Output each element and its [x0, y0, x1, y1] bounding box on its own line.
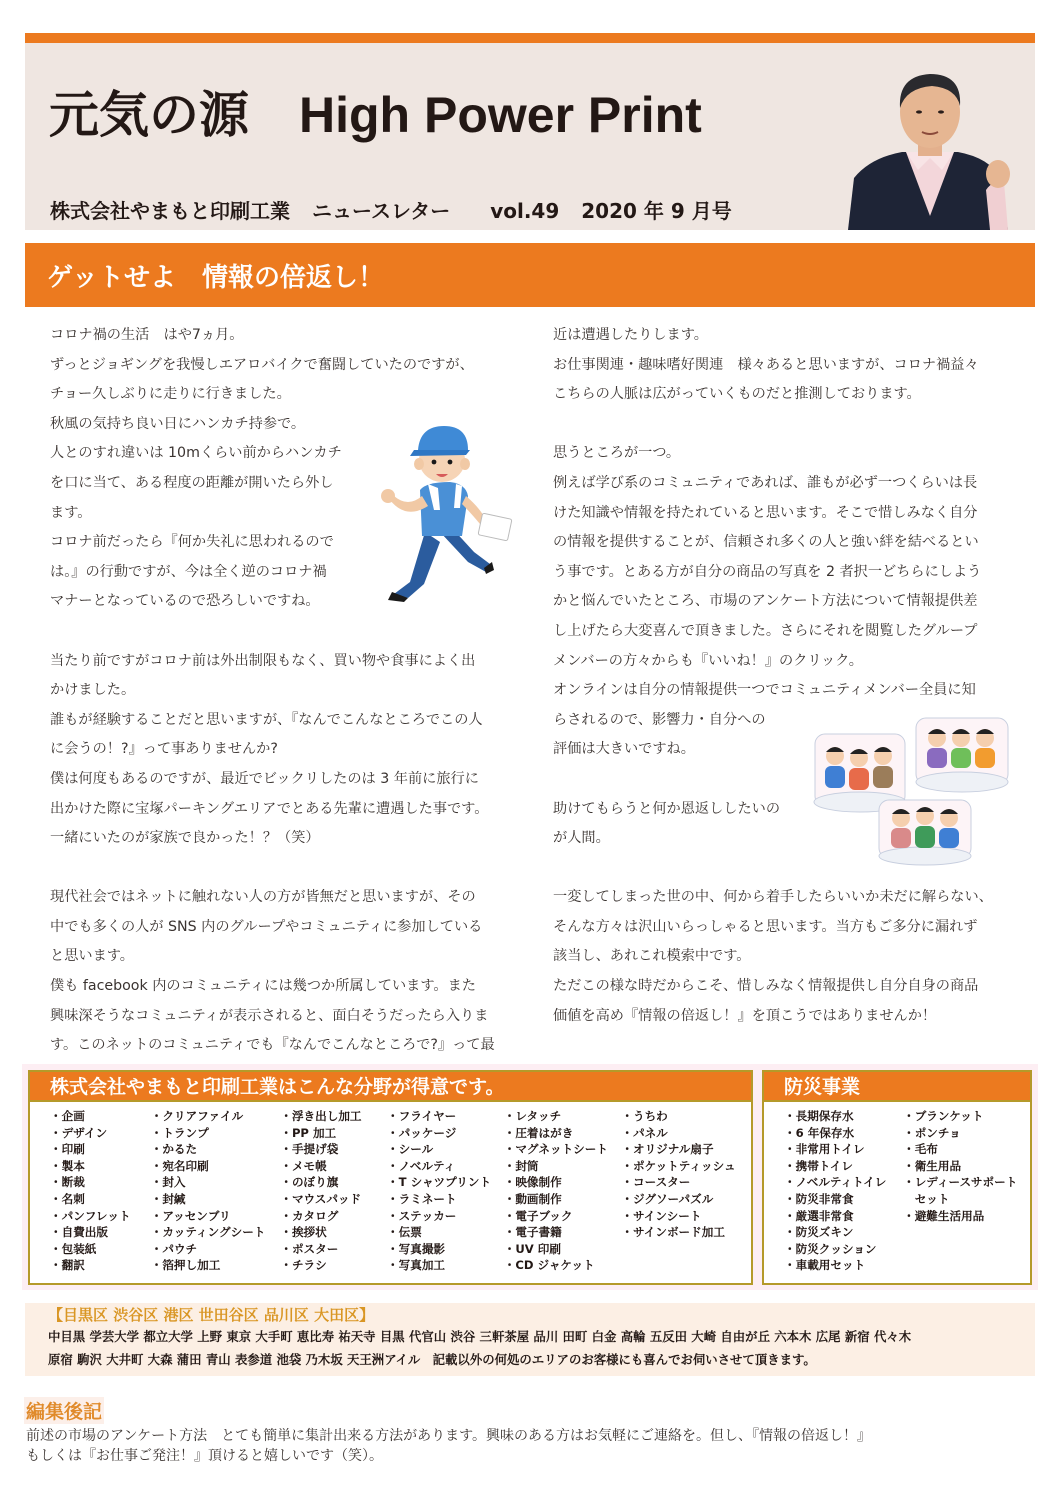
- editor-note-line-2: もしくは『お仕事ご発注！』頂けると嬉しいです（笑）。: [26, 1448, 383, 1464]
- editor-note-title: 編集後記: [24, 1397, 104, 1424]
- area-wards: 【目黒区 渋谷区 港区 世田谷区 品川区 大田区】: [48, 1306, 375, 1324]
- author-photo: [840, 66, 1020, 230]
- article-line: 思うところが一つ。: [553, 445, 681, 462]
- list-item: ・ノベルティ: [387, 1158, 456, 1173]
- article-line: チョー久しぶりに走りに行きました。: [50, 386, 291, 403]
- headline-band: [25, 243, 1035, 307]
- article-line: 中でも多くの人が SNS 内のグループやコミュニティに参加している: [50, 918, 483, 935]
- list-column: [50, 1108, 151, 1274]
- article-line: かけました。: [50, 682, 136, 699]
- list-item: ・映像制作: [503, 1175, 562, 1190]
- list-item: ・防災ズキン: [784, 1225, 854, 1240]
- list-item: ・包装紙: [50, 1241, 97, 1256]
- disaster-list: [764, 1102, 1030, 1274]
- list-item: ・封入: [150, 1175, 186, 1190]
- list-item: ・厳選非常食: [784, 1208, 854, 1223]
- article-line: 秋風の気持ち良い日にハンカチ持参で。: [50, 415, 306, 432]
- list-item: ・製本: [50, 1158, 85, 1173]
- list-column: [504, 1108, 622, 1274]
- article-line: コロナ禍の生活 はや7ヵ月。: [50, 327, 244, 343]
- list-column: [151, 1108, 281, 1274]
- services-list: [30, 1102, 751, 1274]
- list-item: ・CD ジャケット: [503, 1258, 595, 1273]
- list-item: ・動画制作: [503, 1191, 562, 1206]
- title-en: High Power Print: [299, 87, 702, 143]
- article-line: の情報を提供することが、信頼され多くの人と強い絆を結べるとい: [553, 534, 979, 551]
- list-item: ・オリジナル扇子: [621, 1142, 714, 1157]
- list-item: ・パネル: [621, 1125, 668, 1140]
- article-line: ます。: [50, 504, 92, 521]
- list-item: ・レディースサポート: [903, 1175, 1018, 1190]
- article-line: 価値を高め『情報の倍返し！』を頂こうではありませんか！: [553, 1007, 937, 1024]
- service-areas: [25, 1303, 1035, 1376]
- disaster-box: [762, 1070, 1032, 1285]
- paragraph-break: [50, 617, 510, 647]
- article-line: 該当し、あれこれ模索中です。: [553, 948, 751, 965]
- article-line: と思います。: [50, 948, 134, 965]
- list-item: ・パンフレット: [50, 1208, 131, 1223]
- list-item: ・箔押し加工: [150, 1258, 221, 1273]
- article-line: 一緒にいたのが家族で良かった！？（笑）: [50, 830, 320, 847]
- list-item: ・マグネットシート: [503, 1142, 608, 1157]
- list-item: ・ジグソーパズル: [621, 1191, 714, 1206]
- list-item: ・フライヤー: [387, 1109, 457, 1123]
- list-column: [903, 1108, 1030, 1274]
- list-item: ・T シャツプリント: [387, 1175, 492, 1190]
- newsletter-label: ニュースレター: [312, 199, 451, 223]
- list-item: ・封筒: [503, 1158, 539, 1173]
- list-item: ・UV 印刷: [503, 1241, 561, 1256]
- list-item: ・サインシート: [621, 1208, 702, 1223]
- list-column: [387, 1108, 504, 1274]
- article-line: マナーとなっているので恐ろしいですね。: [50, 593, 320, 610]
- list-item: セット: [903, 1191, 950, 1206]
- list-item: ・のぼり旗: [280, 1175, 339, 1190]
- list-item: ・自費出版: [50, 1225, 108, 1240]
- list-item: ・圧着はがき: [503, 1125, 574, 1140]
- article-line: 近は遭遇したりします。: [553, 327, 708, 343]
- list-item: ・手提げ袋: [280, 1142, 339, 1157]
- list-column: [621, 1108, 751, 1274]
- list-item: ・パウチ: [150, 1241, 198, 1256]
- list-item: ・電子書籍: [503, 1225, 562, 1240]
- services-box: [28, 1070, 753, 1285]
- list-item: ・PP 加工: [280, 1125, 337, 1140]
- article-line: が人間。: [553, 830, 610, 847]
- list-item: ・電子ブック: [503, 1208, 573, 1223]
- list-item: ・トランプ: [150, 1125, 209, 1140]
- article-line: 評価は大きいですね。: [553, 741, 695, 758]
- list-item: ・印刷: [50, 1142, 85, 1157]
- article-line: 興味深そうなコミュニティが表示されると、面白そうだったら入りま: [50, 1007, 489, 1024]
- article-line: し上げたら大変喜んで頂きました。さらにそれを閲覧したグループ: [553, 622, 978, 639]
- volume-number: vol.49: [490, 199, 560, 223]
- list-item: ・写真加工: [387, 1258, 446, 1273]
- article-line: す。このネットのコミュニティでも『なんでこんなところで?』って最: [50, 1037, 495, 1054]
- list-item: ・シール: [387, 1142, 434, 1157]
- company-name: 株式会社やまもと印刷工業: [50, 199, 290, 223]
- article-line: そんな方々は沢山いらっしゃると思います。当方もご多分に漏れず: [553, 918, 978, 935]
- article-line: オンラインは自分の情報提供一つでコミュニティメンバー全員に知: [553, 682, 976, 699]
- list-item: ・宛名印刷: [150, 1158, 209, 1173]
- article-line: を口に当て、ある程度の距離が開いたら外し: [50, 474, 334, 491]
- article-line: 一変してしまった世の中、何から着手したらいいか未だに解らない、: [553, 889, 993, 906]
- article-line: ただこの様な時だからこそ、惜しみなく情報提供し自分自身の商品: [553, 978, 979, 995]
- article-line: 出かけた際に宝塚パーキングエリアでとある先輩に遭遇した事です。: [50, 800, 489, 817]
- list-item: ・アッセンブリ: [150, 1208, 231, 1223]
- list-item: ・6 年保存水: [784, 1125, 855, 1140]
- article-line: 誰もが経験することだと思いますが、『なんでこんなところでこの人: [50, 711, 483, 728]
- list-item: ・封緘: [150, 1191, 186, 1206]
- article-line: らされるので、影響力・自分への: [553, 711, 766, 728]
- list-item: ・車載用セット: [784, 1258, 866, 1273]
- list-item: ・名刺: [50, 1191, 85, 1206]
- list-item: ・伝票: [387, 1225, 422, 1240]
- article-line: 現代社会ではネットに触れない人の方が皆無だと思いますが、その: [50, 889, 476, 906]
- article-line: 助けてもらうと何か恩返ししたいの: [553, 800, 781, 817]
- online-community-illustration: [813, 716, 1018, 866]
- runner-illustration: [370, 412, 520, 602]
- list-item: ・カタログ: [280, 1208, 339, 1223]
- article-line: かと悩んでいたところ、市場のアンケート方法について情報提供差: [553, 593, 978, 610]
- paragraph-break: [50, 854, 510, 884]
- list-item: ・ステッカー: [387, 1208, 457, 1223]
- services-section: [22, 1064, 1038, 1290]
- list-item: ・携帯トイレ: [784, 1158, 853, 1173]
- list-item: ・毛布: [903, 1142, 938, 1157]
- list-item: ・パッケージ: [387, 1125, 457, 1140]
- article-line: は。』の行動ですが、今は全く逆のコロナ禍: [50, 563, 327, 580]
- list-item: ・避難生活用品: [903, 1208, 985, 1223]
- masthead: [25, 33, 1035, 230]
- article-line: けた知識や情報を持たれていると思います。そこで惜しみなく自分: [553, 504, 978, 521]
- list-item: ・ポンチョ: [903, 1125, 961, 1140]
- list-item: ・防災クッション: [784, 1241, 877, 1256]
- list-item: ・メモ帳: [280, 1158, 327, 1173]
- list-item: ・企画: [50, 1109, 85, 1123]
- list-item: ・浮き出し加工: [280, 1109, 362, 1123]
- area-stations-line-2: 原宿 駒沢 大井町 大森 蒲田 青山 表参道 池袋 乃木坂 天王洲アイル 記載以外の何処のエリアのお客様にも喜んでお伺いさせて頂きます。: [48, 1352, 816, 1367]
- article-line: 僕も facebook 内のコミュニティには幾つか所属しています。また: [50, 978, 476, 995]
- list-item: ・レタッチ: [503, 1109, 562, 1123]
- list-item: ・かるた: [150, 1142, 198, 1157]
- area-stations-line-1: 中目黒 学芸大学 都立大学 上野 東京 大手町 恵比寿 祐天寺 目黒 代官山 渋谷 三軒茶屋 品川 田町 白金 高輪 五反田 大崎 自由が丘 六本木 広尾 新宿 代々木: [48, 1329, 912, 1344]
- article-line: 例えば学び系のコミュニティであれば、誰もが必ず一つくらいは長: [553, 474, 978, 491]
- list-item: ・サインボード加工: [621, 1225, 725, 1240]
- list-item: ・コースター: [621, 1175, 691, 1190]
- list-item: ・断裁: [50, 1175, 85, 1190]
- article-line: 当たり前ですがコロナ前は外出制限もなく、買い物や食事によく出: [50, 652, 476, 669]
- article-line: 僕は何度もあるのですが、最近でビックリしたのは 3 年前に旅行に: [50, 770, 479, 787]
- headline-text: ゲットせよ 情報の倍返し！: [47, 263, 384, 293]
- list-item: ・挨拶状: [280, 1225, 327, 1240]
- article-line: こちらの人脈は広がっていくものだと推測しております。: [553, 386, 921, 403]
- issue-date: 2020 年 9 月号: [581, 199, 732, 223]
- list-column: [280, 1108, 387, 1274]
- article-right-column: [553, 321, 1018, 1031]
- article-line: 人とのすれ違いは 10mくらい前からハンカチ: [50, 445, 342, 462]
- paragraph-break: [553, 410, 1018, 440]
- article-line: に会うの！?』って事ありませんか?: [50, 741, 278, 758]
- article-line: コロナ前だったら『何か失礼に思われるので: [50, 534, 334, 551]
- article-line: メンバーの方々からも『いいね！』のクリック。: [553, 652, 863, 669]
- list-item: ・デザイン: [50, 1125, 108, 1140]
- list-item: ・ポケットティッシュ: [621, 1158, 736, 1173]
- list-item: ・ノベルティトイレ: [784, 1175, 887, 1190]
- list-item: ・クリアファイル: [150, 1109, 244, 1123]
- editor-note-body: [26, 1426, 871, 1466]
- list-item: ・マウスパッド: [280, 1191, 362, 1206]
- article-line: ずっとジョギングを我慢しエアロバイクで奮闘していたのですが、: [50, 356, 474, 373]
- disaster-title: 防災事業: [764, 1072, 1030, 1102]
- list-item: ・ラミネート: [387, 1191, 457, 1206]
- list-item: ・防災非常食: [784, 1191, 854, 1206]
- list-item: ・うちわ: [621, 1109, 668, 1123]
- list-item: ・チラシ: [280, 1258, 327, 1273]
- list-item: ・非常用トイレ: [784, 1142, 865, 1157]
- title-jp: 元気の源: [49, 86, 249, 144]
- article-line: お仕事関連・趣味嗜好関連 様々あると思いますが、コロナ禍益々: [553, 356, 979, 373]
- list-item: ・長期保存水: [784, 1109, 854, 1123]
- list-column: [784, 1108, 903, 1274]
- list-item: ・翻訳: [50, 1258, 85, 1273]
- list-item: ・ブランケット: [903, 1109, 984, 1123]
- article-line: う事です。とある方が自分の商品の写真を 2 者択一どちらにしよう: [553, 563, 982, 580]
- newsletter-title: [49, 75, 702, 147]
- editor-note-line-1: 前述の市場のアンケート方法 とても簡単に集計出来る方法があります。興味のある方はお気軽にご連絡を。但し、『情報の倍返し！』: [26, 1428, 872, 1444]
- list-item: ・カッティングシート: [150, 1225, 266, 1240]
- services-title: 株式会社やまもと印刷工業はこんな分野が得意です。: [30, 1072, 751, 1102]
- masthead-subtitle: [50, 195, 754, 224]
- list-item: ・ポスター: [280, 1241, 339, 1256]
- list-item: ・写真撮影: [387, 1241, 446, 1256]
- list-item: ・衛生用品: [903, 1158, 962, 1173]
